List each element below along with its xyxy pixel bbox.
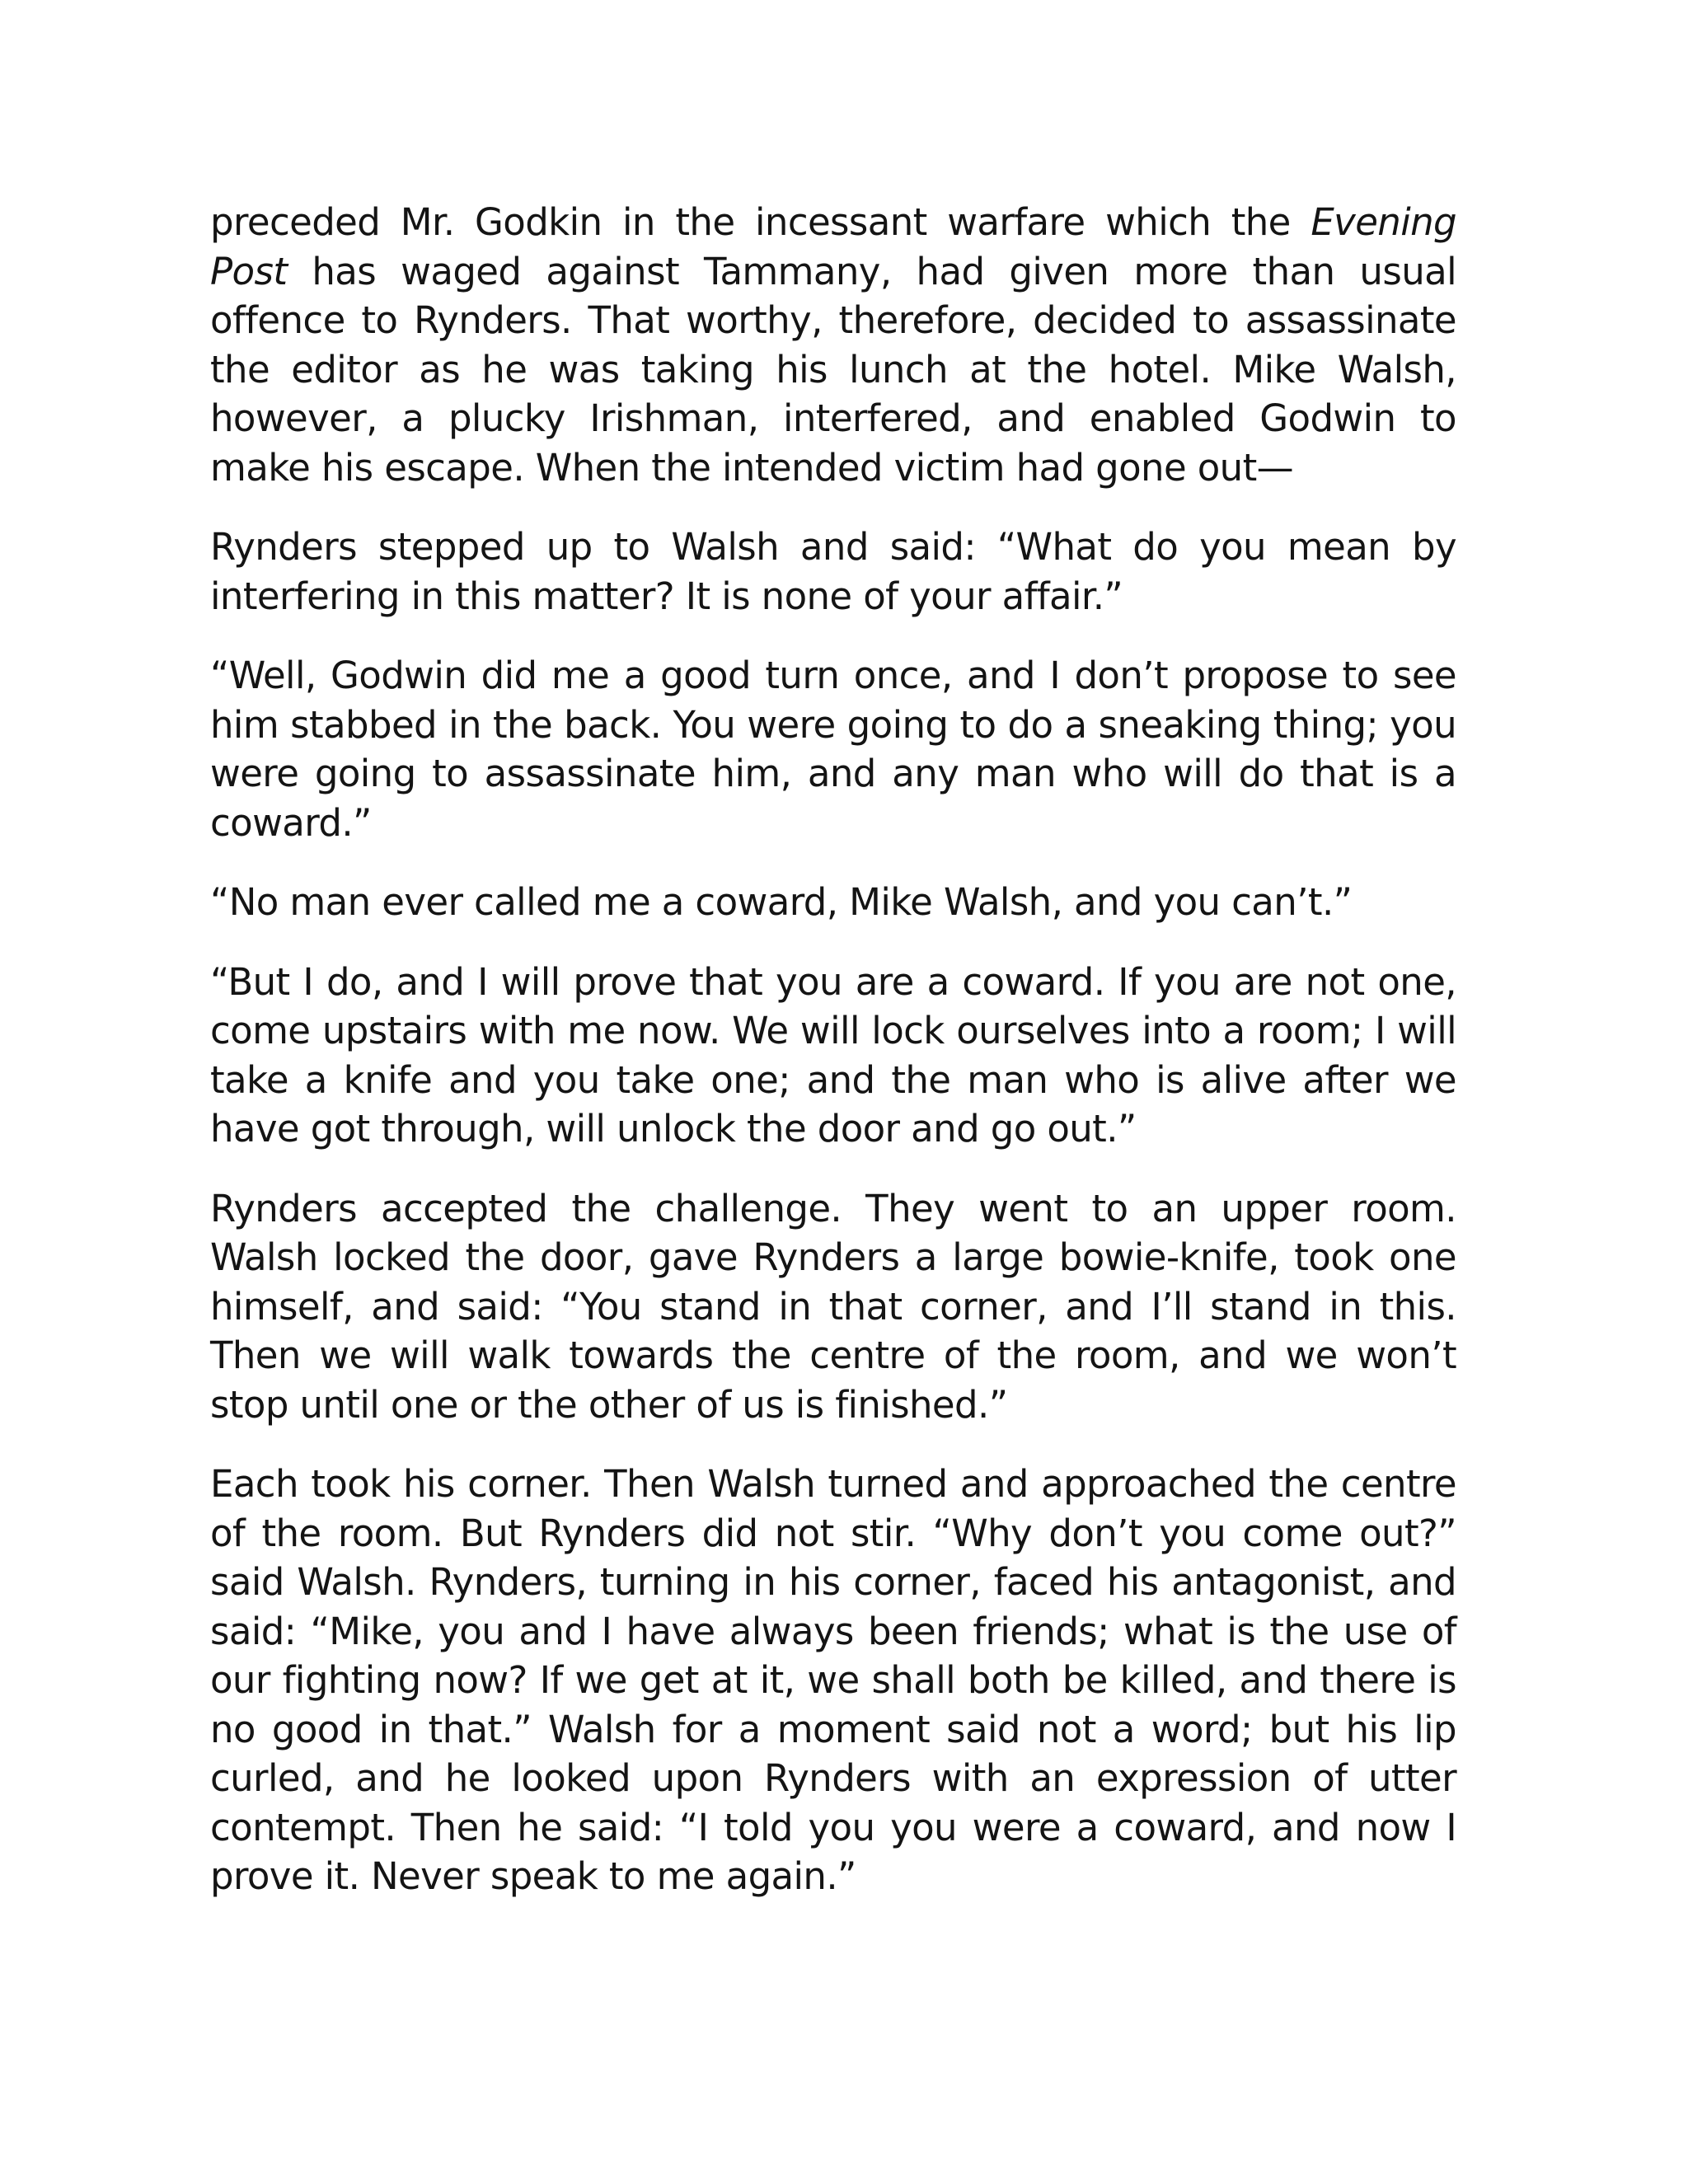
paragraph-5: “But I do, and I will prove that you are a coward. If you are not one, come upstairs with me now. We will lock ourselves into a room; I will take a knife and you take one; and the man who is alive after we have got through, will unlock the door and go out.” (210, 959, 1456, 1151)
document-page (210, 198, 1456, 1932)
paragraph-2: Rynders stepped up to Walsh and said: “What do you mean by interfering in this matter? It is none of your affair.” (210, 525, 1456, 618)
paragraph-3: “Well, Godwin did me a good turn once, and I don’t propose to see him stabbed in the back. You were going to do a sneaking thing; you were going to assassinate him, and any man who will do that is a coward.” (210, 654, 1456, 845)
newspaper-title: Evening Post (210, 200, 1456, 293)
paragraph-7: Each took his corner. Then Walsh turned and approached the centre of the room. But Rynders did not stir. “Why don’t you come out?” said Walsh. Rynders, turning in his corner, faced his antagonist, and said: “Mike, you and I have always been friends; what is the use of our fighting now? If we get at it, we shall both be killed, and there is no good in that.” Walsh for a moment said not a word; but his lip curled, and he looked upon Rynders with an expression of utter contempt. Then he said: “I told you you were a coward, and now I prove it. Never speak to me again.” (210, 1462, 1456, 1898)
paragraph-6: Rynders accepted the challenge. They went to an upper room. Walsh locked the door, gave Rynders a large bowie-knife, took one himself, and said: “You stand in that corner, and I’ll stand in this. Then we will walk towards the centre of the room, and we won’t stop until one or the other of us is finished.” (210, 1186, 1456, 1427)
paragraph-4: “No man ever called me a coward, Mike Walsh, and you can’t.” (210, 880, 1353, 924)
paragraph-1-text-b: has waged against Tammany, had given more than usual offence to Rynders. That worthy, therefore, decided to assassinate the editor as he was taking his lunch at the hotel. Mike Walsh, however, a plucky Irishman, interfered, and enabled Godwin to make his escape. When the intended victim had gone out— (210, 249, 1456, 490)
paragraph-1-text-a: preceded Mr. Godkin in the incessant warfare which the (210, 200, 1311, 244)
paragraph-1 (210, 198, 1456, 492)
